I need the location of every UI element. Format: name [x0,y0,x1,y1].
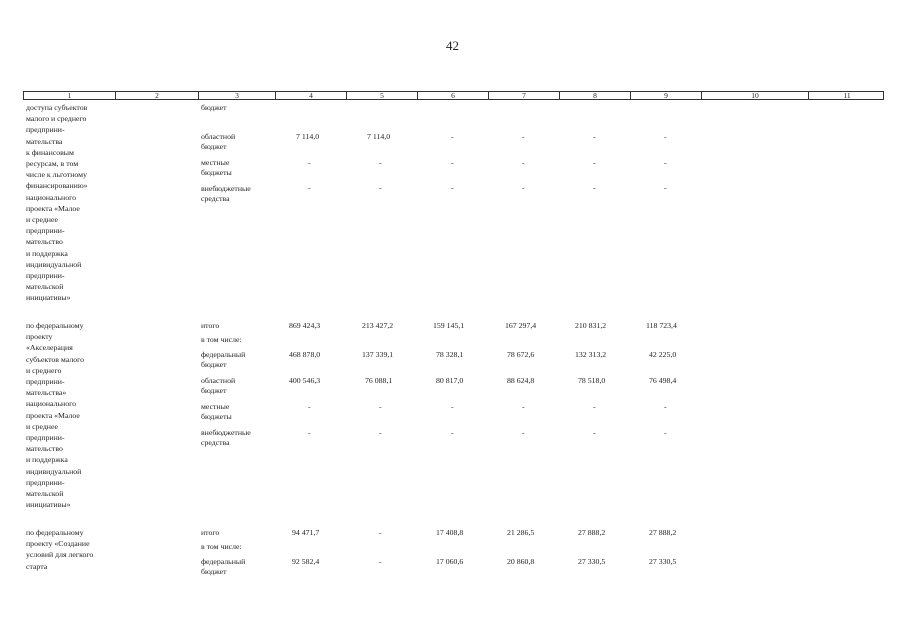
value-cell: 17 060,6 [436,557,464,566]
value-cell: 132 313,2 [575,350,607,359]
column-number: 7 [488,91,559,100]
value-cell: - [593,428,596,437]
value-cell: 80 817,0 [436,376,464,385]
budget-source: бюджет [201,103,227,112]
value-cell: 76 498,4 [649,376,677,385]
value-cell: - [379,158,382,167]
activity-label: по федеральному проекту «Создание условий для легкого старта [26,528,94,571]
value-cell: - [522,132,525,141]
column-number: 8 [559,91,630,100]
value-cell: - [451,428,454,437]
column-number: 3 [198,91,275,100]
value-cell: 42 225,0 [649,350,677,359]
value-cell: 137 339,1 [362,350,394,359]
value-cell: - [451,158,454,167]
budget-source: внебюджетные средства [201,428,251,447]
value-cell: 78 672,6 [507,350,535,359]
value-cell: 159 145,1 [433,321,465,330]
value-cell: 21 286,5 [507,528,535,537]
value-cell: 118 723,4 [646,321,677,330]
activity-label: доступа субъектов малого и среднего предприни- мательства к финансовым ресурсам, в том числе к льготному финансированию» национального проекта «Малое и среднее предприни- мательство и поддержка индивидуальной предприни- мательской инициативы» [26,103,88,303]
value-cell: - [664,428,667,437]
value-cell: - [664,402,667,411]
value-cell: 210 831,2 [575,321,607,330]
value-cell: 27 888,2 [649,528,677,537]
column-number: 2 [115,91,198,100]
value-cell: - [664,132,667,141]
value-cell: 7 114,0 [296,132,320,141]
column-number: 10 [701,91,808,100]
value-cell: - [593,183,596,192]
value-cell: 27 888,2 [578,528,606,537]
value-cell: 76 088,1 [365,376,393,385]
value-cell: - [522,402,525,411]
value-cell: 27 330,5 [578,557,606,566]
value-cell: - [308,183,311,192]
budget-source: в том числе: [201,542,242,551]
budget-source: внебюджетные средства [201,184,251,203]
value-cell: - [379,428,382,437]
value-cell: 167 297,4 [505,321,537,330]
budget-source: итого [201,528,220,537]
value-cell: 213 427,2 [362,321,394,330]
column-number: 11 [808,91,885,100]
budget-source: областной бюджет [201,376,236,395]
value-cell: 468 878,0 [289,350,321,359]
value-cell: - [593,132,596,141]
value-cell: - [379,528,382,537]
value-cell: - [664,158,667,167]
column-number: 1 [67,91,72,100]
budget-source: итого [201,321,220,330]
value-cell: 78 328,1 [436,350,464,359]
budget-source: федеральный бюджет [201,350,246,369]
column-number: 6 [417,91,488,100]
column-number: 5 [346,91,417,100]
value-cell: - [379,402,382,411]
value-cell: - [308,428,311,437]
value-cell: 400 546,3 [289,376,321,385]
value-cell: - [593,402,596,411]
value-cell: - [522,183,525,192]
value-cell: - [664,183,667,192]
budget-source: федеральный бюджет [201,557,246,576]
value-cell: 78 518,0 [578,376,606,385]
value-cell: 94 471,7 [292,528,320,537]
value-cell: - [451,183,454,192]
value-cell: 869 424,3 [289,321,321,330]
value-cell: - [379,183,382,192]
value-cell: - [451,132,454,141]
value-cell: - [308,402,311,411]
activity-label: по федеральному проекту «Акселерация субъектов малого и среднего предприни- мательства» национального проекта «Малое и среднее предприни- мательство и поддержка индивидуальной предприни- мательской инициативы» [26,321,85,510]
column-number-row [23,91,884,100]
budget-source: местные бюджеты [201,158,232,177]
value-cell: - [522,428,525,437]
value-cell: 20 860,8 [507,557,535,566]
value-cell: 27 330,5 [649,557,677,566]
value-cell: 92 582,4 [292,557,320,566]
budget-source: местные бюджеты [201,402,232,421]
page-number: 42 [446,38,459,53]
value-cell: - [522,158,525,167]
value-cell: - [593,158,596,167]
value-cell: 88 624,8 [507,376,535,385]
value-cell: - [308,158,311,167]
value-cell: 7 114,0 [367,132,391,141]
budget-source: в том числе: [201,335,242,344]
value-cell: 17 408,8 [436,528,464,537]
column-number: 9 [630,91,701,100]
value-cell: - [379,557,382,566]
value-cell: - [451,402,454,411]
column-number: 4 [275,91,346,100]
budget-source: областной бюджет [201,132,236,151]
